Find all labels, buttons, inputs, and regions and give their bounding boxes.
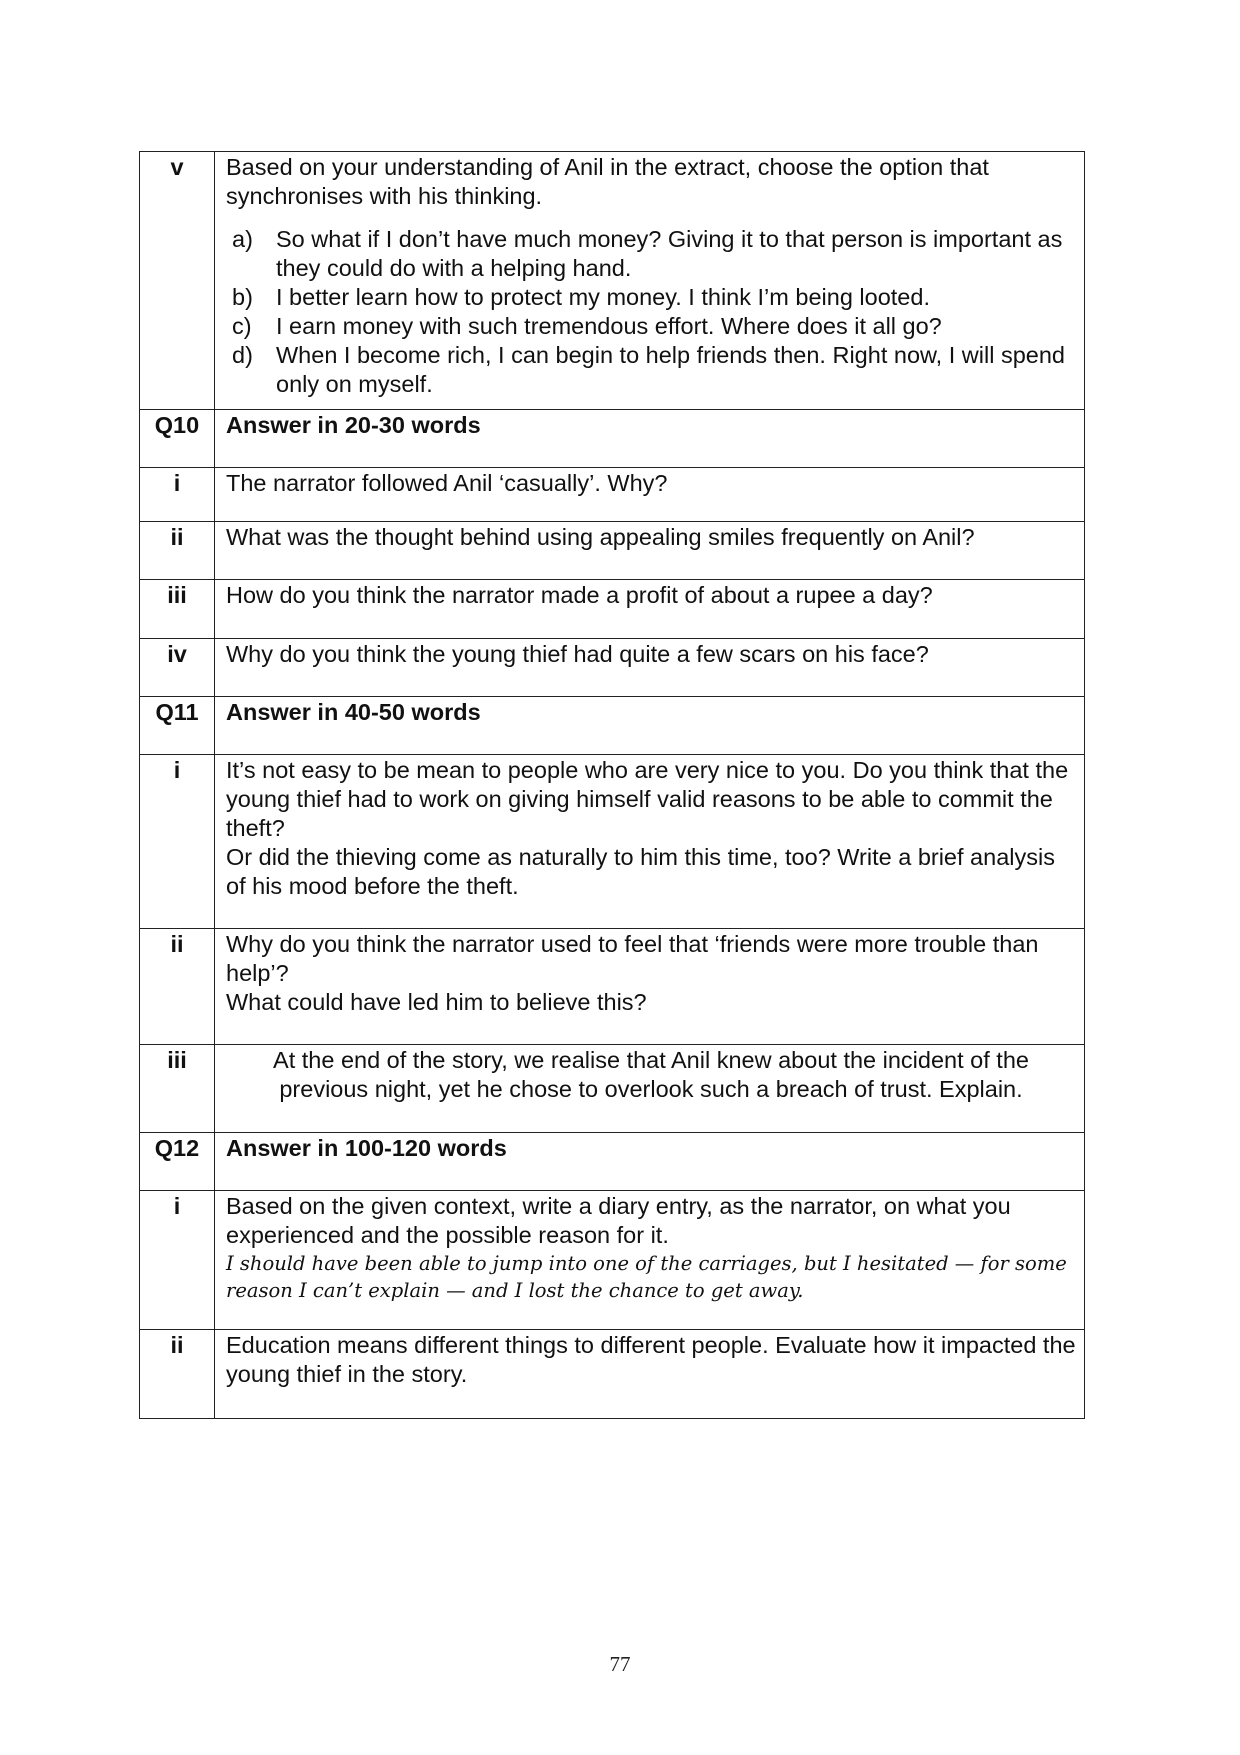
table-row (140, 639, 1085, 697)
question-table (139, 151, 1085, 1419)
table-row (140, 522, 1085, 580)
question-number: ii (140, 929, 215, 1045)
table-row (140, 929, 1085, 1045)
section-heading: Answer in 20-30 words (215, 410, 1085, 468)
question-number: ii (140, 522, 215, 580)
question-text: How do you think the narrator made a profit of about a rupee a day? (215, 580, 1085, 639)
question-text: At the end of the story, we realise that Anil knew about the incident of the previous night, yet he chose to overlook such a breach of trust. Explain. (215, 1045, 1085, 1133)
question-number: v (140, 152, 215, 410)
section-heading: Answer in 40-50 words (215, 697, 1085, 755)
options-list (226, 225, 1076, 399)
question-text-continued: Or did the thieving come as naturally to him this time, too? Write a brief analysis of his mood before the theft. (226, 844, 1055, 899)
option-letter: a) (232, 226, 253, 252)
table-row (140, 1191, 1085, 1330)
question-text: It’s not easy to be mean to people who are very nice to you. Do you think that the young thief had to work on giving himself valid reasons to be able to commit the theft? (226, 757, 1069, 841)
page-number: 77 (609, 1652, 631, 1676)
question-text-cell (215, 1191, 1085, 1330)
question-text-cell (215, 929, 1085, 1045)
question-text: Why do you think the young thief had quite a few scars on his face? (215, 639, 1085, 697)
question-number: iii (140, 1045, 215, 1133)
question-text: The narrator followed Anil ‘casually’. Why? (215, 468, 1085, 522)
question-text: Based on the given context, write a diary entry, as the narrator, on what you experienced and the possible reason for it. (226, 1193, 1011, 1248)
question-number: i (140, 468, 215, 522)
question-text-cell (215, 152, 1085, 410)
option-letter: b) (232, 284, 253, 310)
list-item (232, 225, 1076, 283)
question-number: i (140, 755, 215, 929)
section-heading: Answer in 100-120 words (215, 1133, 1085, 1191)
option-text: So what if I don’t have much money? Giving it to that person is important as they could do with a helping hand. (276, 226, 1063, 281)
list-item (232, 283, 1076, 312)
table-row (140, 1330, 1085, 1419)
question-text: What was the thought behind using appealing smiles frequently on Anil? (215, 522, 1085, 580)
question-number: iii (140, 580, 215, 639)
table-row (140, 697, 1085, 755)
option-letter: d) (232, 342, 253, 368)
question-number: ii (140, 1330, 215, 1419)
question-text: Based on your understanding of Anil in the extract, choose the option that synchronises with his thinking. (226, 154, 989, 209)
list-item (232, 312, 1076, 341)
table-row (140, 152, 1085, 410)
table-row (140, 580, 1085, 639)
table-row (140, 1045, 1085, 1133)
list-item (232, 341, 1076, 399)
question-text: Education means different things to different people. Evaluate how it impacted the young thief in the story. (215, 1330, 1085, 1419)
table-row (140, 410, 1085, 468)
table-row (140, 468, 1085, 522)
question-number: iv (140, 639, 215, 697)
table-row (140, 1133, 1085, 1191)
option-text: I better learn how to protect my money. I think I’m being looted. (276, 284, 930, 310)
question-text: Why do you think the narrator used to feel that ‘friends were more trouble than help’? (226, 931, 1039, 986)
option-letter: c) (232, 313, 252, 339)
story-quote: I should have been able to jump into one of the carriages, but I hesitated — for some reason I can’t explain — and I lost the chance to get away. (226, 1252, 1067, 1302)
question-text-continued: What could have led him to believe this? (226, 989, 647, 1015)
option-text: When I become rich, I can begin to help friends then. Right now, I will spend only on myself. (276, 342, 1065, 397)
question-number: i (140, 1191, 215, 1330)
table-row (140, 755, 1085, 929)
question-number: Q10 (140, 410, 215, 468)
question-number: Q11 (140, 697, 215, 755)
question-number: Q12 (140, 1133, 215, 1191)
option-text: I earn money with such tremendous effort. Where does it all go? (276, 313, 942, 339)
question-text-cell (215, 755, 1085, 929)
